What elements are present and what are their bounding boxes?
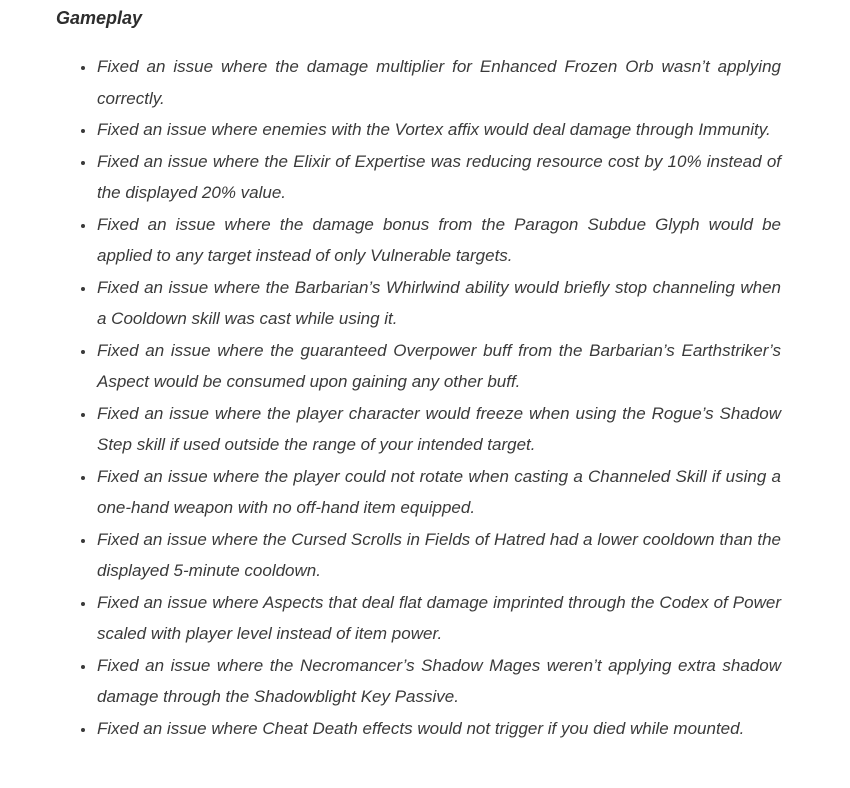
fix-list-item: • Fixed an issue where the Necromancer’s Shadow Mages weren’t applying extra shadow damage through the Shadowblight Key Passive. <box>96 650 781 713</box>
fix-list-item: • Fixed an issue where the Cursed Scrolls in Fields of Hatred had a lower cooldown than the displayed 5-minute cooldown. <box>96 524 781 587</box>
fix-list-item: • Fixed an issue where Aspects that deal flat damage imprinted through the Codex of Power scaled with player level instead of item power. <box>96 587 781 650</box>
fix-list-item: • Fixed an issue where the player could not rotate when casting a Channeled Skill if using a one-hand weapon with no off-hand item equipped. <box>96 461 781 524</box>
fix-list-item: • Fixed an issue where the damage bonus from the Paragon Subdue Glyph would be applied to any target instead of only Vulnerable targets. <box>96 209 781 272</box>
section-heading: Gameplay <box>56 8 143 28</box>
fix-list-item: • Fixed an issue where Cheat Death effects would not trigger if you died while mounted. <box>96 713 781 745</box>
fix-list-item: • Fixed an issue where the Elixir of Expertise was reducing resource cost by 10% instead of the displayed 20% value. <box>96 146 781 209</box>
fix-list-item: • Fixed an issue where the guaranteed Overpower buff from the Barbarian’s Earthstriker’s Aspect would be consumed upon gaining any other buff. <box>96 335 781 398</box>
fix-list-item: • Fixed an issue where enemies with the Vortex affix would deal damage through Immunity. <box>96 114 781 146</box>
fix-list-item: • Fixed an issue where the player character would freeze when using the Rogue’s Shadow Step skill if used outside the range of your intended target. <box>96 398 781 461</box>
fix-list-item: • Fixed an issue where the Barbarian’s Whirlwind ability would briefly stop channeling when a Cooldown skill was cast while using it. <box>96 272 781 335</box>
fix-list-item: • Fixed an issue where the damage multiplier for Enhanced Frozen Orb wasn’t applying correctly. <box>96 51 781 114</box>
fix-list <box>0 51 781 744</box>
